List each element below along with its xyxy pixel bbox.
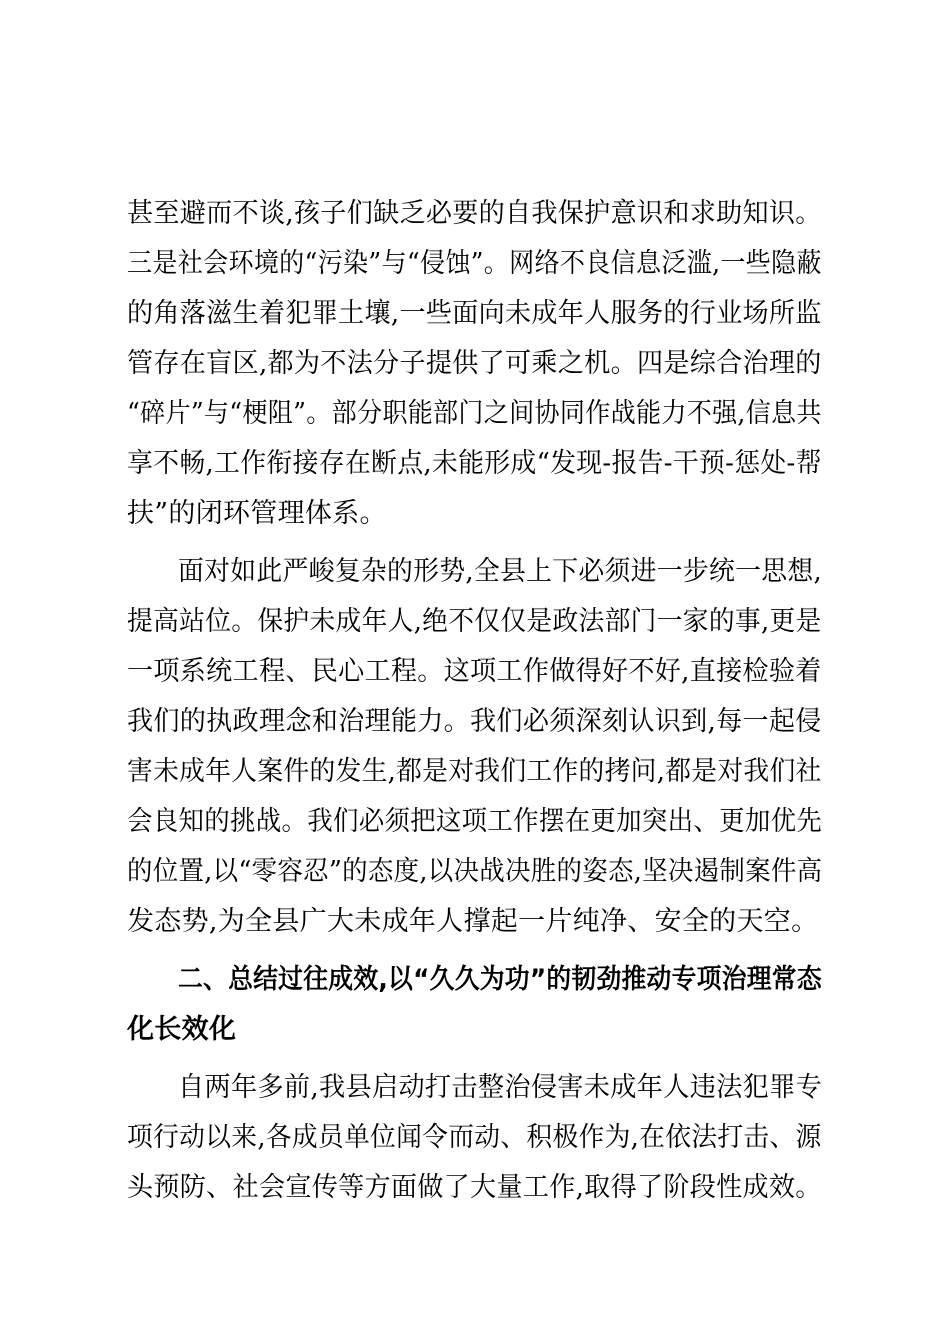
paragraph-1-line-1: 甚至避而不谈,孩子们缺乏必要的自我保护意识和求助知识。 <box>127 198 822 229</box>
paragraph-1-line-4: 管存在盲区,都为不法分子提供了可乘之机。四是综合治理的 <box>127 348 822 379</box>
paragraph-2-line-5: 害未成年人案件的发生,都是对我们工作的拷问,都是对我们社 <box>127 756 822 787</box>
paragraph-2-line-7: 的位置,以“零容忍”的态度,以决战决胜的姿态,坚决遏制案件高 <box>127 856 823 887</box>
paragraph-2-line-1: 面对如此严峻复杂的形势,全县上下必须进一步统一思想, <box>178 556 822 587</box>
paragraph-1-line-5: “碎片”与“梗阻”。部分职能部门之间协同作战能力不强,信息共 <box>127 398 822 429</box>
paragraph-2-line-2: 提高站位。保护未成年人,绝不仅仅是政法部门一家的事,更是 <box>127 606 822 637</box>
section-heading-line-1: 二、总结过往成效,以“久久为功”的韧劲推动专项治理常态 <box>178 964 822 995</box>
paragraph-1-line-2: 三是社会环境的“污染”与“侵蚀”。网络不良信息泛滥,一些隐蔽 <box>127 248 822 279</box>
paragraph-3-line-3: 头预防、社会宣传等方面做了大量工作,取得了阶段性成效。 <box>127 1172 822 1203</box>
paragraph-1-line-3: 的角落滋生着犯罪土壤,一些面向未成年人服务的行业场所监 <box>127 298 822 329</box>
paragraph-2-line-6: 会良知的挑战。我们必须把这项工作摆在更加突出、更加优先 <box>127 806 823 837</box>
paragraph-3-line-1: 自两年多前,我县启动打击整治侵害未成年人违法犯罪专 <box>178 1072 823 1103</box>
section-heading-line-2: 化长效化 <box>127 1014 237 1045</box>
paragraph-1-line-7: 扶”的闭环管理体系。 <box>127 498 387 529</box>
paragraph-2-line-4: 我们的执政理念和治理能力。我们必须深刻认识到,每一起侵 <box>127 706 822 737</box>
paragraph-1-line-6: 享不畅,工作衔接存在断点,未能形成“发现-报告-干预-惩处-帮 <box>127 448 822 479</box>
paragraph-3-line-2: 项行动以来,各成员单位闻令而动、积极作为,在依法打击、源 <box>127 1122 822 1153</box>
paragraph-2-line-8: 发态势,为全县广大未成年人撑起一片纯净、安全的天空。 <box>127 906 819 937</box>
paragraph-2-line-3: 一项系统工程、民心工程。这项工作做得好不好,直接检验着 <box>127 656 822 687</box>
